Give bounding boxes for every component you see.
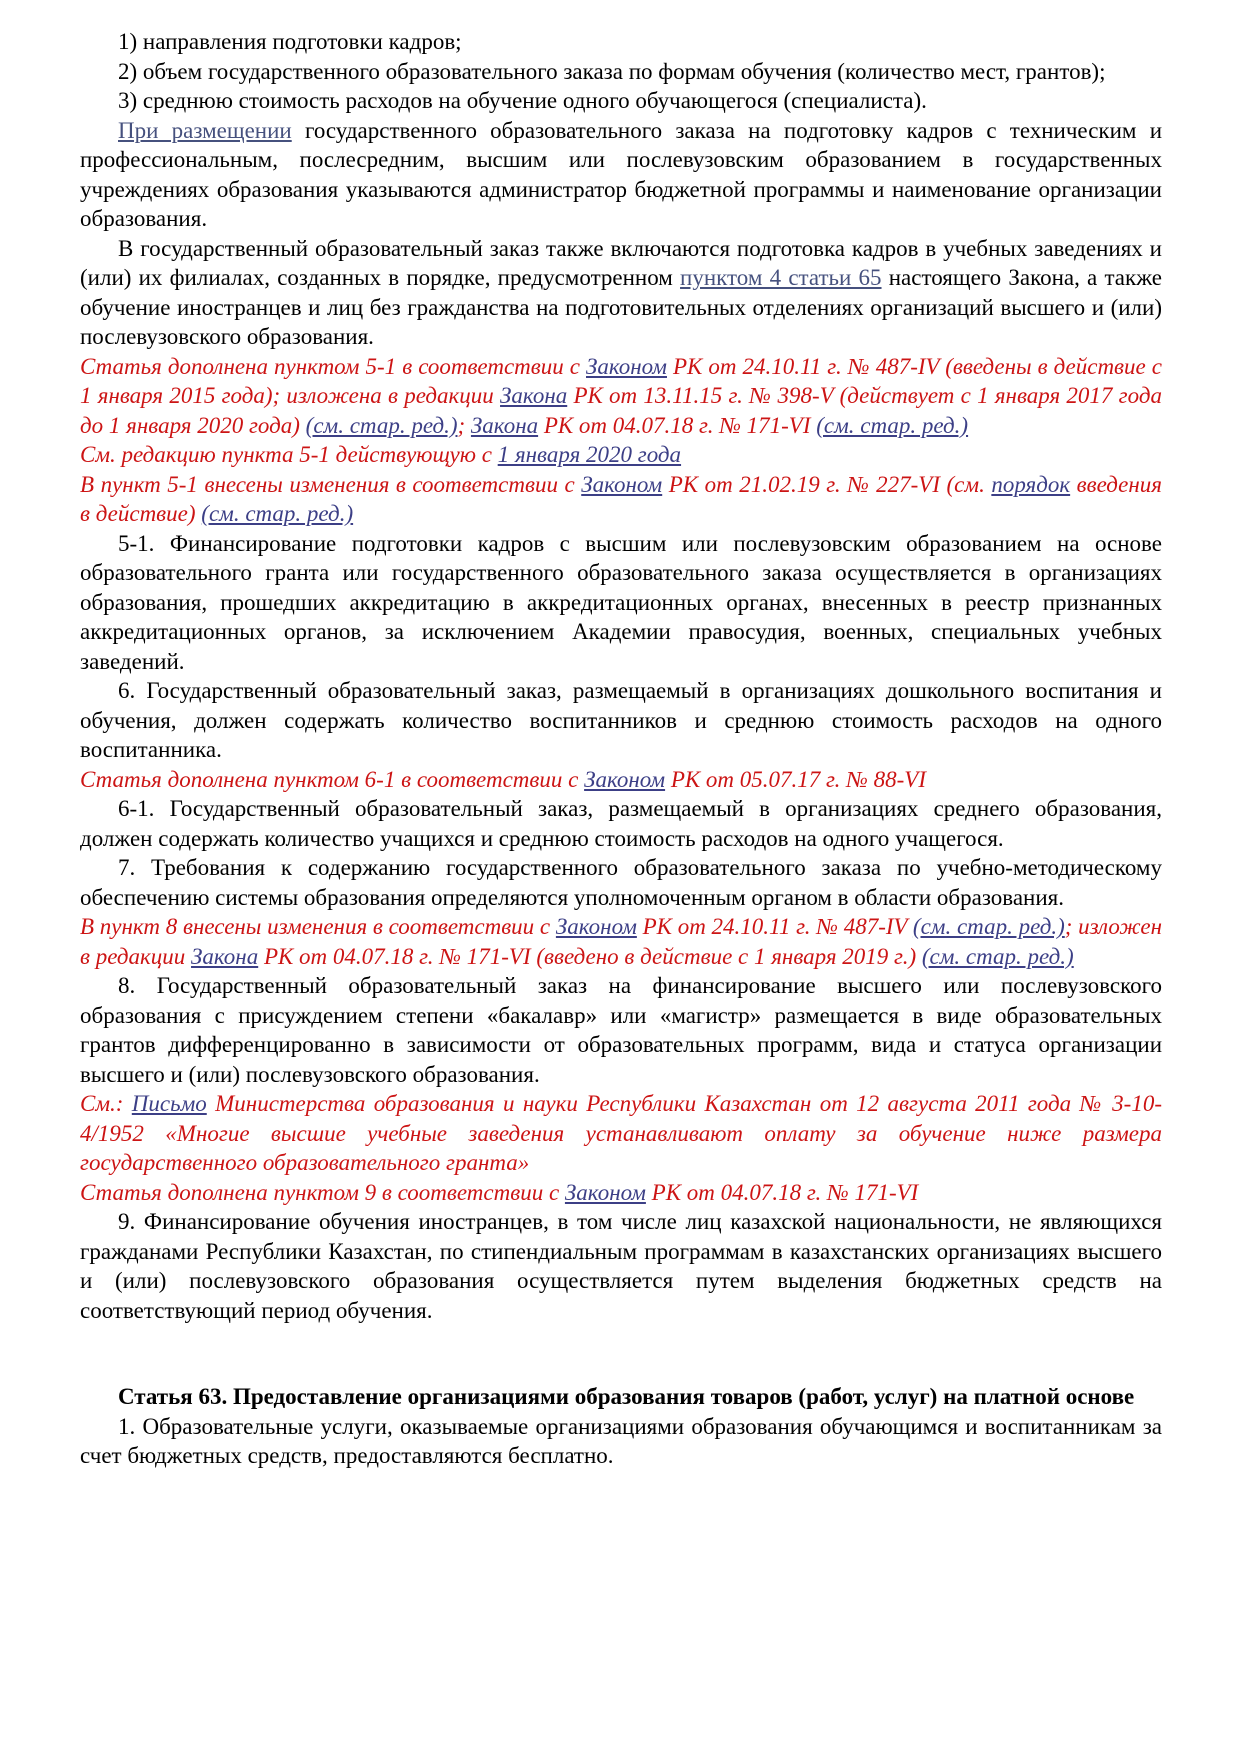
amendment-note	[80, 352, 1162, 441]
text-run: РК от 04.07.18 г. № 171-VI	[538, 412, 817, 438]
doc-link[interactable]: Законом	[581, 471, 663, 497]
doc-link[interactable]: Законом	[586, 353, 667, 379]
doc-link[interactable]: Закона	[500, 383, 568, 408]
amendment-note	[80, 1178, 1162, 1208]
amendment-note	[80, 1089, 1162, 1178]
doc-link[interactable]: Законом	[584, 766, 666, 792]
body-paragraph	[80, 116, 1162, 234]
text-run: РК от 04.07.18 г. № 171-VI	[645, 1179, 919, 1205]
text-run: 3) среднюю стоимость расходов на обучение одного обучающегося (специалиста).	[118, 88, 927, 113]
text-run: 1. Образовательные услуги, оказываемые организациями образования обучающимся и воспитанникам за счет бюджетных средств, предоставляются бесплатно.	[80, 1413, 1162, 1468]
amendment-note	[80, 440, 1162, 470]
doc-link[interactable]: (см. стар. ред.)	[816, 412, 969, 438]
text-run: РК от 21.02.19 г. № 227-VI (см.	[662, 471, 992, 497]
doc-link[interactable]: При размещении	[118, 117, 292, 143]
text-run: См.:	[80, 1091, 132, 1116]
text-run: РК от 05.07.17 г. № 88-VI	[665, 766, 926, 792]
doc-link[interactable]: Закона	[470, 412, 539, 438]
doc-link[interactable]: (см. стар. ред.)	[305, 412, 458, 438]
doc-link[interactable]: порядок	[991, 471, 1071, 497]
amendment-note	[80, 765, 1162, 795]
body-paragraph	[80, 1412, 1162, 1471]
text-run: РК от 13.11.15 г. № 398-V (действует с 1 января 2017 года до 1 января 2020 года)	[80, 383, 1162, 438]
text-run: 6. Государственный образовательный заказ, размещаемый в организациях дошкольного воспитания и обучения, должен содержать количество воспитанников и среднюю стоимость расходов на одного воспитанника.	[80, 678, 1162, 762]
body-paragraph	[80, 529, 1162, 677]
doc-link[interactable]: пунктом 4 статьи 65	[680, 265, 882, 290]
text-run: ; изложен в редакции	[80, 914, 1163, 969]
doc-link[interactable]: (см. стар. ред.)	[912, 914, 1065, 939]
text-run: 5-1. Финансирование подготовки кадров с высшим или послевузовским образованием на основе образовательного гранта или государственного образовательного заказа осуществляется в организациях образования, прошедших аккредитацию в аккредитационных органах, внесенных в реестр признанных аккредитационных органов, за исключением Академии правосудия, военных, специальных учебных заведений.	[80, 530, 1162, 674]
amendment-note	[80, 912, 1162, 971]
doc-link[interactable]: (см. стар. ред.)	[201, 501, 354, 526]
text-run: Министерства образования и науки Республики Казахстан от 12 августа 2011 года № 3-10-4/1952 «Многие высшие учебные заведения устанавливают оплату за обучение ниже размера государственного образовательного гранта»	[80, 1091, 1162, 1175]
text-run: Статья дополнена пунктом 9 в соответствии с	[80, 1179, 565, 1205]
body-paragraph	[80, 971, 1162, 1089]
body-paragraph	[80, 57, 1162, 87]
text-run: 9. Финансирование обучения иностранцев, в том числе лиц казахской национальности, не являющихся гражданами Республики Казахстан, по стипендиальным программам в казахстанских организациях высшего и (или) послевузовского образования осуществляется путем выделения бюджетных средств на соответствующий период обучения.	[80, 1209, 1162, 1323]
amendment-note	[80, 470, 1162, 529]
doc-link[interactable]: 1 января 2020 года	[497, 442, 682, 467]
text-run: государственного образовательного заказа на подготовку кадров с техническим и профессиональным, послесредним, высшим или послевузовским образованием в государственных учреждениях образования указываются администратор бюджетной программы и наименование организации образования.	[80, 117, 1162, 231]
text-run: 2) объем государственного образовательного заказа по формам обучения (количество мест, грантов);	[118, 58, 1106, 84]
body-paragraph	[80, 86, 1162, 116]
article-heading	[80, 1382, 1162, 1412]
text-run: РК от 24.10.11 г. № 487-IV	[636, 914, 913, 939]
body-paragraph	[80, 27, 1162, 57]
body-paragraph	[80, 853, 1162, 912]
text-run: Статья дополнена пунктом 6-1 в соответствии с	[80, 766, 585, 792]
text-run: В пункт 5-1 внесены изменения в соответствии с	[80, 471, 582, 497]
text-run: См. редакцию пункта 5-1 действующую с	[80, 442, 498, 467]
body-paragraph	[80, 1207, 1162, 1325]
text-run: ;	[457, 412, 471, 438]
text-run: 6-1. Государственный образовательный заказ, размещаемый в организациях среднего образования, должен содержать количество учащихся и среднюю стоимость расходов на одного учащегося.	[80, 796, 1162, 851]
body-paragraph	[80, 234, 1162, 352]
doc-link[interactable]: (см. стар. ред.)	[921, 943, 1074, 969]
text-run: 7. Требования к содержанию государственного образовательного заказа по учебно-методическому обеспечению системы образования определяются уполномоченным органом в области образования.	[80, 855, 1162, 910]
document-body	[80, 27, 1162, 1471]
text-run: настоящего Закона, а также обучение иностранцев и лиц без гражданства на подготовительных отделениях организаций высшего и (или) послевузовского образования.	[80, 265, 1162, 349]
text-run: РК от 04.07.18 г. № 171-VI (введено в действие с 1 января 2019 г.)	[258, 943, 922, 969]
body-paragraph	[80, 676, 1162, 765]
text-run: Статья 63. Предоставление организациями образования товаров (работ, услуг) на платной основе	[118, 1384, 1135, 1409]
text-run: В государственный образовательный заказ также включаются подготовка кадров в учебных заведениях и (или) их филиалах, созданных в порядке, предусмотренном	[80, 235, 1162, 290]
text-run: 1) направления подготовки кадров;	[118, 29, 462, 54]
text-run: 8. Государственный образовательный заказ на финансирование высшего или послевузовского образования с присуждением степени «бакалавр» или «магистр» размещается в виде образовательных грантов дифференцированно в зависимости от образовательных программ, вида и статуса организации высшего и (или) послевузовского образования.	[80, 973, 1162, 1087]
doc-link[interactable]: Закона	[191, 943, 259, 969]
body-paragraph	[80, 794, 1162, 853]
text-run: введения в действие)	[80, 471, 1162, 526]
doc-link[interactable]: Законом	[555, 914, 637, 939]
text-run: В пункт 8 внесены изменения в соответствии с	[80, 914, 556, 939]
doc-link[interactable]: Письмо	[131, 1091, 207, 1116]
doc-link[interactable]: Законом	[564, 1179, 646, 1205]
text-run: Статья дополнена пунктом 5-1 в соответствии с	[80, 353, 586, 379]
text-run: РК от 24.10.11 г. № 487-IV (введены в действие с 1 января 2015 года); изложена в редакции	[80, 353, 1162, 408]
